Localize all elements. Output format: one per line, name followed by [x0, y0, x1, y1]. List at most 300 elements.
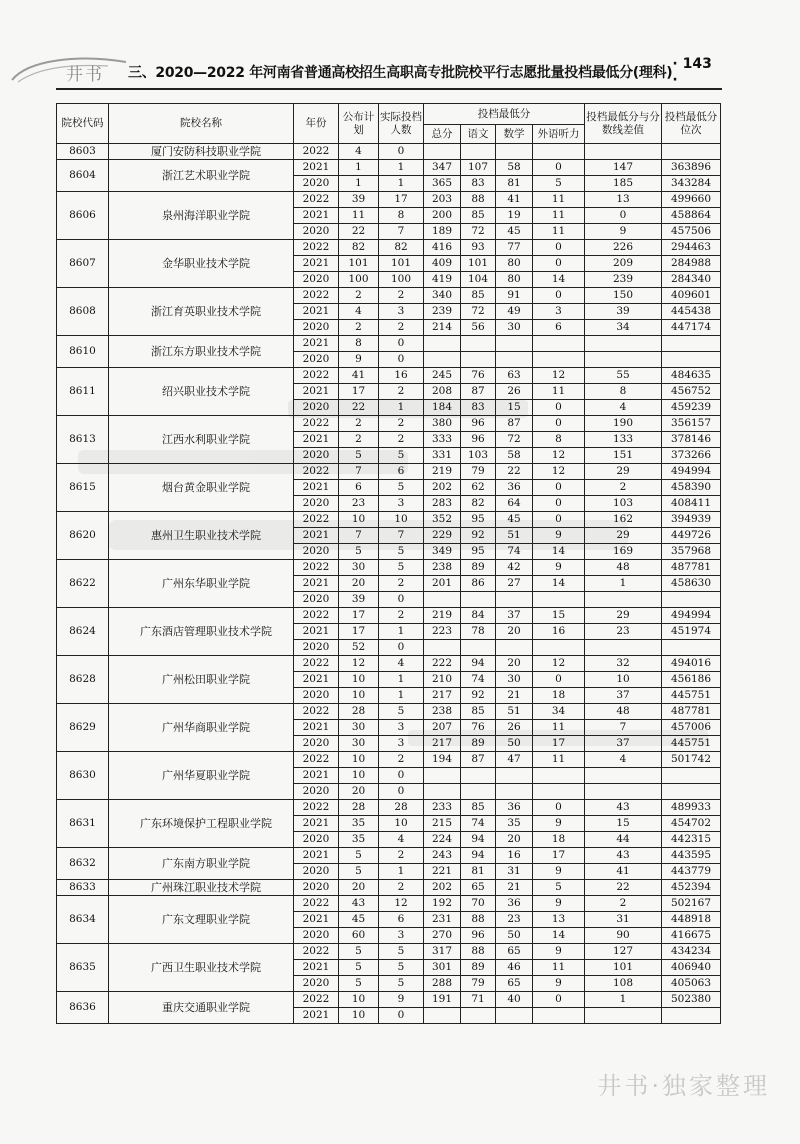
- cell-year: 2021: [294, 768, 339, 784]
- cell-rank: 456752: [662, 384, 721, 400]
- cell-math: 87: [496, 416, 533, 432]
- table-row: [57, 992, 721, 1008]
- cell-rank: 408411: [662, 496, 721, 512]
- cell-total: 191: [424, 992, 461, 1008]
- cell-chinese: 89: [461, 960, 496, 976]
- cell-total: 222: [424, 656, 461, 672]
- cell-chinese: 85: [461, 288, 496, 304]
- cell-rank: [662, 768, 721, 784]
- cell-foreign: 3: [533, 304, 585, 320]
- cell-math: 36: [496, 800, 533, 816]
- school-name: 绍兴职业技术学院: [109, 368, 294, 416]
- cell-year: 2020: [294, 448, 339, 464]
- cell-plan: 28: [339, 704, 379, 720]
- cell-rank: 394939: [662, 512, 721, 528]
- cell-math: 51: [496, 528, 533, 544]
- cell-rank: 405063: [662, 976, 721, 992]
- cell-total: 270: [424, 928, 461, 944]
- cell-diff: 90: [585, 928, 662, 944]
- cell-plan: 82: [339, 240, 379, 256]
- page-number: · 143 ·: [672, 56, 712, 88]
- cell-rank: 409601: [662, 288, 721, 304]
- cell-actual: 4: [379, 656, 424, 672]
- cell-actual: 0: [379, 592, 424, 608]
- cell-math: 36: [496, 896, 533, 912]
- cell-actual: 1: [379, 688, 424, 704]
- school-name: 泉州海洋职业学院: [109, 192, 294, 240]
- cell-actual: 0: [379, 784, 424, 800]
- cell-diff: [585, 784, 662, 800]
- school-name: 金华职业技术学院: [109, 240, 294, 288]
- cell-plan: 45: [339, 912, 379, 928]
- cell-diff: 37: [585, 736, 662, 752]
- cell-chinese: 89: [461, 736, 496, 752]
- cell-foreign: 5: [533, 176, 585, 192]
- cell-actual: 7: [379, 528, 424, 544]
- cell-total: 202: [424, 480, 461, 496]
- cell-year: 2022: [294, 608, 339, 624]
- cell-diff: [585, 1008, 662, 1024]
- cell-actual: 5: [379, 944, 424, 960]
- logo-text: 井书: [66, 65, 104, 85]
- cell-actual: 1: [379, 624, 424, 640]
- cell-foreign: 0: [533, 160, 585, 176]
- cell-total: [424, 336, 461, 352]
- cell-math: 35: [496, 816, 533, 832]
- cell-year: 2022: [294, 992, 339, 1008]
- cell-math: 51: [496, 704, 533, 720]
- cell-total: [424, 592, 461, 608]
- cell-math: 37: [496, 608, 533, 624]
- cell-year: 2022: [294, 656, 339, 672]
- cell-math: 65: [496, 976, 533, 992]
- cell-math: 20: [496, 832, 533, 848]
- cell-plan: 12: [339, 656, 379, 672]
- cell-foreign: 9: [533, 976, 585, 992]
- school-code: 8613: [57, 416, 109, 464]
- cell-math: [496, 640, 533, 656]
- cell-diff: 43: [585, 848, 662, 864]
- cell-chinese: 96: [461, 432, 496, 448]
- school-name: 烟台黄金职业学院: [109, 464, 294, 512]
- table-row: [57, 464, 721, 480]
- cell-rank: [662, 144, 721, 160]
- cell-foreign: 17: [533, 848, 585, 864]
- cell-rank: 445751: [662, 736, 721, 752]
- school-code: 8604: [57, 160, 109, 192]
- cell-year: 2021: [294, 208, 339, 224]
- cell-year: 2021: [294, 912, 339, 928]
- cell-diff: 8: [585, 384, 662, 400]
- cell-year: 2021: [294, 256, 339, 272]
- cell-year: 2021: [294, 480, 339, 496]
- cell-total: 215: [424, 816, 461, 832]
- cell-rank: [662, 784, 721, 800]
- cell-diff: 103: [585, 496, 662, 512]
- cell-foreign: [533, 784, 585, 800]
- cell-total: 288: [424, 976, 461, 992]
- cell-plan: 23: [339, 496, 379, 512]
- cell-foreign: 5: [533, 880, 585, 896]
- cell-foreign: 13: [533, 912, 585, 928]
- cell-chinese: 87: [461, 384, 496, 400]
- cell-year: 2021: [294, 720, 339, 736]
- table-header: [57, 104, 721, 144]
- cell-actual: 6: [379, 912, 424, 928]
- cell-total: 224: [424, 832, 461, 848]
- cell-actual: 0: [379, 1008, 424, 1024]
- school-code: 8610: [57, 336, 109, 368]
- cell-chinese: 88: [461, 912, 496, 928]
- cell-math: 47: [496, 752, 533, 768]
- cell-chinese: 79: [461, 464, 496, 480]
- cell-year: 2021: [294, 384, 339, 400]
- cell-foreign: 14: [533, 576, 585, 592]
- table-row: [57, 880, 721, 896]
- school-code: 8635: [57, 944, 109, 992]
- score-table: [56, 103, 721, 1024]
- school-name: 广州珠江职业技术学院: [109, 880, 294, 896]
- cell-chinese: 104: [461, 272, 496, 288]
- cell-diff: 209: [585, 256, 662, 272]
- cell-total: 208: [424, 384, 461, 400]
- cell-diff: 190: [585, 416, 662, 432]
- cell-chinese: 76: [461, 368, 496, 384]
- cell-diff: 37: [585, 688, 662, 704]
- cell-year: 2022: [294, 240, 339, 256]
- school-name: 浙江育英职业技术学院: [109, 288, 294, 336]
- cell-actual: 10: [379, 816, 424, 832]
- cell-rank: 448918: [662, 912, 721, 928]
- cell-chinese: [461, 640, 496, 656]
- cell-actual: 7: [379, 224, 424, 240]
- cell-rank: 357968: [662, 544, 721, 560]
- cell-actual: 1: [379, 400, 424, 416]
- cell-plan: 11: [339, 208, 379, 224]
- cell-year: 2022: [294, 192, 339, 208]
- cell-math: 40: [496, 992, 533, 1008]
- cell-actual: 82: [379, 240, 424, 256]
- cell-foreign: 16: [533, 624, 585, 640]
- cell-plan: 8: [339, 336, 379, 352]
- cell-chinese: 92: [461, 688, 496, 704]
- cell-total: 238: [424, 704, 461, 720]
- cell-rank: 445751: [662, 688, 721, 704]
- cell-foreign: 12: [533, 368, 585, 384]
- cell-plan: 39: [339, 192, 379, 208]
- col-plan: 公布计划: [339, 104, 379, 144]
- cell-year: 2020: [294, 400, 339, 416]
- cell-plan: 20: [339, 880, 379, 896]
- cell-chinese: 95: [461, 544, 496, 560]
- cell-actual: 2: [379, 576, 424, 592]
- cell-chinese: 84: [461, 608, 496, 624]
- cell-actual: 2: [379, 608, 424, 624]
- cell-diff: [585, 144, 662, 160]
- cell-actual: 101: [379, 256, 424, 272]
- cell-diff: 32: [585, 656, 662, 672]
- cell-rank: [662, 640, 721, 656]
- cell-total: 219: [424, 464, 461, 480]
- cell-rank: 499660: [662, 192, 721, 208]
- school-code: 8615: [57, 464, 109, 512]
- cell-foreign: 9: [533, 816, 585, 832]
- cell-chinese: 85: [461, 704, 496, 720]
- cell-actual: 2: [379, 288, 424, 304]
- cell-math: 50: [496, 736, 533, 752]
- cell-year: 2020: [294, 272, 339, 288]
- cell-rank: 284340: [662, 272, 721, 288]
- cell-math: [496, 352, 533, 368]
- cell-year: 2021: [294, 848, 339, 864]
- cell-math: 46: [496, 960, 533, 976]
- cell-total: 317: [424, 944, 461, 960]
- cell-year: 2020: [294, 640, 339, 656]
- cell-diff: 2: [585, 480, 662, 496]
- cell-year: 2022: [294, 704, 339, 720]
- cell-total: 380: [424, 416, 461, 432]
- cell-foreign: 11: [533, 224, 585, 240]
- cell-year: 2022: [294, 800, 339, 816]
- school-code: 8632: [57, 848, 109, 880]
- cell-actual: 2: [379, 880, 424, 896]
- cell-math: 21: [496, 880, 533, 896]
- cell-diff: 55: [585, 368, 662, 384]
- cell-foreign: 9: [533, 528, 585, 544]
- cell-plan: 17: [339, 608, 379, 624]
- cell-year: 2021: [294, 624, 339, 640]
- cell-math: 20: [496, 624, 533, 640]
- cell-math: 16: [496, 848, 533, 864]
- cell-plan: 7: [339, 528, 379, 544]
- header-rule: [56, 88, 722, 90]
- cell-total: 217: [424, 688, 461, 704]
- cell-chinese: 88: [461, 944, 496, 960]
- school-name: 广州华夏职业学院: [109, 752, 294, 800]
- cell-year: 2022: [294, 560, 339, 576]
- cell-rank: 494994: [662, 464, 721, 480]
- school-code: 8636: [57, 992, 109, 1024]
- cell-plan: 22: [339, 400, 379, 416]
- cell-rank: 487781: [662, 560, 721, 576]
- cell-total: 233: [424, 800, 461, 816]
- cell-rank: 487781: [662, 704, 721, 720]
- cell-actual: 1: [379, 672, 424, 688]
- cell-math: 15: [496, 400, 533, 416]
- school-code: 8611: [57, 368, 109, 416]
- cell-actual: 10: [379, 512, 424, 528]
- cell-year: 2020: [294, 176, 339, 192]
- cell-chinese: 101: [461, 256, 496, 272]
- cell-diff: 13: [585, 192, 662, 208]
- cell-actual: 2: [379, 320, 424, 336]
- cell-actual: 3: [379, 496, 424, 512]
- cell-math: 80: [496, 272, 533, 288]
- cell-chinese: 74: [461, 816, 496, 832]
- cell-year: 2020: [294, 976, 339, 992]
- cell-actual: 5: [379, 960, 424, 976]
- cell-year: 2021: [294, 528, 339, 544]
- cell-math: [496, 784, 533, 800]
- cell-diff: 4: [585, 400, 662, 416]
- school-code: 8622: [57, 560, 109, 608]
- school-name: 广州松田职业学院: [109, 656, 294, 704]
- cell-plan: 1: [339, 160, 379, 176]
- cell-plan: 52: [339, 640, 379, 656]
- cell-total: 221: [424, 864, 461, 880]
- publisher-logo: [8, 52, 128, 86]
- cell-diff: 4: [585, 752, 662, 768]
- cell-math: [496, 1008, 533, 1024]
- cell-foreign: 0: [533, 256, 585, 272]
- cell-chinese: 78: [461, 624, 496, 640]
- cell-plan: 101: [339, 256, 379, 272]
- cell-rank: 459239: [662, 400, 721, 416]
- cell-total: 201: [424, 576, 461, 592]
- school-name: 江西水利职业学院: [109, 416, 294, 464]
- cell-plan: 41: [339, 368, 379, 384]
- cell-total: 409: [424, 256, 461, 272]
- table-row: [57, 144, 721, 160]
- cell-rank: 343284: [662, 176, 721, 192]
- cell-year: 2022: [294, 752, 339, 768]
- cell-actual: 2: [379, 384, 424, 400]
- cell-diff: 1: [585, 992, 662, 1008]
- table-row: [57, 944, 721, 960]
- cell-plan: 10: [339, 672, 379, 688]
- cell-math: 21: [496, 688, 533, 704]
- cell-math: 26: [496, 384, 533, 400]
- cell-foreign: 0: [533, 992, 585, 1008]
- cell-total: 214: [424, 320, 461, 336]
- cell-diff: [585, 592, 662, 608]
- footer-watermark: 井书·独家整理: [597, 1072, 770, 1100]
- cell-plan: 2: [339, 432, 379, 448]
- cell-diff: 23: [585, 624, 662, 640]
- col-name: 院校名称: [109, 104, 294, 144]
- cell-foreign: 12: [533, 464, 585, 480]
- cell-diff: 147: [585, 160, 662, 176]
- cell-total: 331: [424, 448, 461, 464]
- cell-plan: 5: [339, 976, 379, 992]
- cell-chinese: 72: [461, 224, 496, 240]
- cell-plan: 10: [339, 688, 379, 704]
- school-name: 广东文理职业学院: [109, 896, 294, 944]
- cell-actual: 5: [379, 560, 424, 576]
- cell-chinese: 83: [461, 400, 496, 416]
- cell-rank: 457006: [662, 720, 721, 736]
- cell-foreign: 0: [533, 240, 585, 256]
- cell-plan: 5: [339, 848, 379, 864]
- cell-rank: 484635: [662, 368, 721, 384]
- cell-math: [496, 768, 533, 784]
- cell-diff: 48: [585, 560, 662, 576]
- cell-year: 2020: [294, 544, 339, 560]
- cell-rank: 456186: [662, 672, 721, 688]
- cell-diff: 29: [585, 608, 662, 624]
- cell-foreign: 0: [533, 480, 585, 496]
- cell-total: 238: [424, 560, 461, 576]
- cell-total: 202: [424, 880, 461, 896]
- cell-plan: 60: [339, 928, 379, 944]
- cell-total: 245: [424, 368, 461, 384]
- cell-plan: 10: [339, 512, 379, 528]
- cell-total: 184: [424, 400, 461, 416]
- cell-foreign: [533, 640, 585, 656]
- cell-foreign: 15: [533, 608, 585, 624]
- cell-actual: 5: [379, 480, 424, 496]
- cell-plan: 1: [339, 176, 379, 192]
- cell-plan: 5: [339, 944, 379, 960]
- cell-actual: 0: [379, 336, 424, 352]
- cell-year: 2020: [294, 784, 339, 800]
- cell-plan: 5: [339, 960, 379, 976]
- table-row: [57, 192, 721, 208]
- cell-diff: 185: [585, 176, 662, 192]
- table-row: [57, 608, 721, 624]
- cell-math: 49: [496, 304, 533, 320]
- cell-math: 22: [496, 464, 533, 480]
- cell-math: 41: [496, 192, 533, 208]
- col-min-score-group: 投档最低分: [424, 104, 585, 125]
- cell-diff: 151: [585, 448, 662, 464]
- cell-diff: 239: [585, 272, 662, 288]
- cell-year: 2020: [294, 864, 339, 880]
- cell-foreign: 14: [533, 544, 585, 560]
- school-name: 重庆交通职业学院: [109, 992, 294, 1024]
- cell-math: 23: [496, 912, 533, 928]
- cell-foreign: [533, 592, 585, 608]
- cell-plan: 6: [339, 480, 379, 496]
- cell-total: 349: [424, 544, 461, 560]
- page-title: 三、2020—2022 年河南省普通高校招生高职高专批院校平行志愿批量投档最低分(理科): [128, 65, 673, 81]
- cell-year: 2021: [294, 304, 339, 320]
- col-total: 总分: [424, 125, 461, 144]
- cell-plan: 17: [339, 384, 379, 400]
- cell-year: 2020: [294, 832, 339, 848]
- cell-math: 58: [496, 448, 533, 464]
- cell-diff: 108: [585, 976, 662, 992]
- cell-rank: 378146: [662, 432, 721, 448]
- col-diff: 投档最低分与分数线差值: [585, 104, 662, 144]
- cell-actual: 5: [379, 976, 424, 992]
- cell-foreign: 12: [533, 656, 585, 672]
- cell-diff: 10: [585, 672, 662, 688]
- cell-foreign: 14: [533, 272, 585, 288]
- cell-total: [424, 144, 461, 160]
- cell-chinese: 95: [461, 512, 496, 528]
- school-name: 广东南方职业学院: [109, 848, 294, 880]
- cell-diff: [585, 352, 662, 368]
- cell-chinese: 86: [461, 576, 496, 592]
- cell-year: 2020: [294, 224, 339, 240]
- table-row: [57, 896, 721, 912]
- cell-rank: 443595: [662, 848, 721, 864]
- cell-rank: 442315: [662, 832, 721, 848]
- cell-rank: 458864: [662, 208, 721, 224]
- cell-math: [496, 144, 533, 160]
- cell-actual: 3: [379, 720, 424, 736]
- cell-diff: 169: [585, 544, 662, 560]
- cell-rank: 294463: [662, 240, 721, 256]
- cell-diff: 44: [585, 832, 662, 848]
- cell-rank: [662, 1008, 721, 1024]
- cell-math: 45: [496, 512, 533, 528]
- cell-total: 301: [424, 960, 461, 976]
- cell-foreign: [533, 768, 585, 784]
- cell-actual: 1: [379, 864, 424, 880]
- table-row: [57, 704, 721, 720]
